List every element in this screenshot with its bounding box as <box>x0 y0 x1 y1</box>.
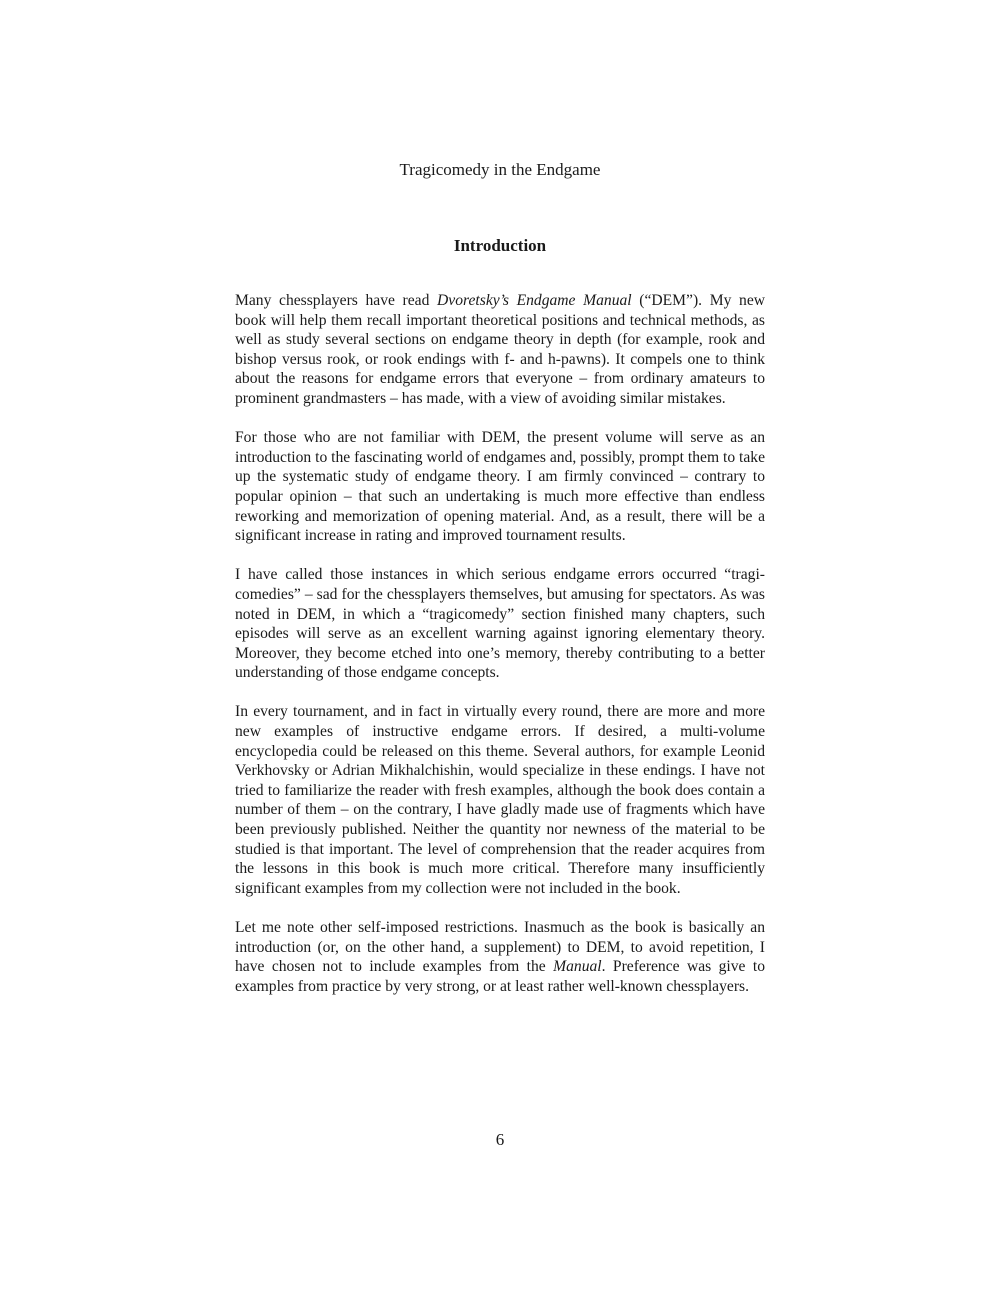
paragraph-5 <box>235 918 765 996</box>
running-head: Tragicomedy in the Endgame <box>399 160 601 179</box>
body-text <box>235 291 765 1016</box>
section-title: Introduction <box>453 236 547 255</box>
page-number: 6 <box>495 1130 505 1149</box>
paragraph-2: For those who are not familiar with DEM, the present volume will serve as an introduction to the fascinating world of endgames and, possibly, prompt them to take up the systematic study of endgame theory. I am firmly convinced – contrary to popular opinion – that such an undertaking is much more effective than endless reworking and memorization of opening material. And, as a result, there will be a significant increase in rating and improved tournament results. <box>235 429 765 545</box>
paragraph-1-text-a: Many chessplayers have read <box>235 292 438 309</box>
paragraph-3: I have called those instances in which serious endgame errors occurred “tragicomedies” – sad for the chessplayers themselves, but amusing for spectators. As was noted in DEM, in which a “tragicomedy” section finished many chapters, such episodes will serve as an excellent warning against ignoring elementary theory. Moreover, they become etched into one’s memory, thereby contributing to a better understanding of those endgame concepts. <box>235 566 765 682</box>
paragraph-4: In every tournament, and in fact in virtually every round, there are more and more new examples of instructive endgame errors. If desired, a multi-volume encyclopedia could be released on this theme. Several authors, for example Leonid Verkhovsky or Adrian Mikhalchishin, would specialize in these endings. I have not tried to familiarize the reader with fresh examples, although the book does contain a number of them – on the contrary, I have gladly made use of fragments which have been previously published. Neither the quantity nor newness of the material to be studied is that important. The level of comprehension that the reader acquires from the lessons in this book is much more critical. Therefore many insufficiently significant examples from my collection were not included in the book. <box>235 703 765 897</box>
paragraph-1 <box>235 291 765 409</box>
manual-emphasis: Manual <box>553 958 602 976</box>
book-title-emphasis: Dvoretsky’s Endgame Manual <box>437 292 632 309</box>
paragraph-5-text-c: . Preference was give to examples from practice by very strong, or at least rather well-known chessplayers. <box>235 958 765 995</box>
paragraph-1-text-c: (“DEM”). My new book will help them recall important theoretical positions and technical methods, as well as study several sections on endgame theory in depth (for example, rook and bishop versus rook, or rook endings with f- and h-pawns). It compels one to think about the reasons for endgame errors that everyone – from ordinary amateurs to prominent grandmasters – has made, with a view of avoiding similar mistakes. <box>235 292 765 407</box>
paragraph-5-text-a: Let me note other self-imposed restrictions. Inasmuch as the book is basically an introduction (or, on the other hand, a supplement) to DEM, to avoid repetition, I have chosen not to include examples from the <box>235 919 765 976</box>
